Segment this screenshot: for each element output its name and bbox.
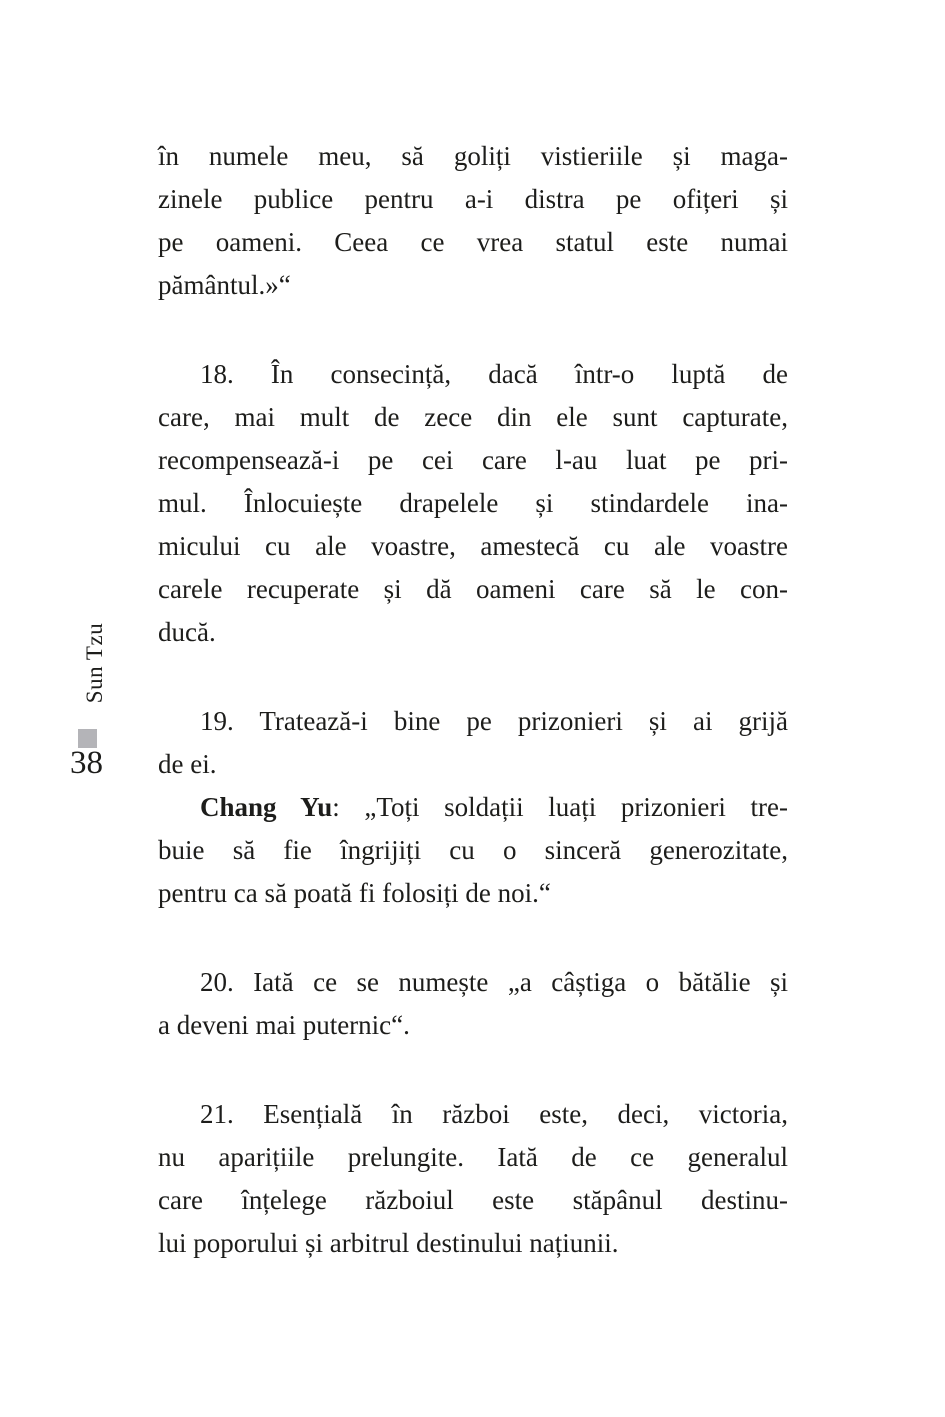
text-line: care înțelege războiul este stăpânul destinu-	[158, 1185, 788, 1215]
paragraph-21	[158, 1093, 788, 1265]
text-line: zinele publice pentru a-i distra pe ofițeri și	[158, 184, 788, 214]
text-line: buie să fie îngrijiți cu o sinceră generozitate,	[158, 835, 788, 865]
text-line: 21. Esențială în război este, deci, victoria,	[200, 1099, 788, 1129]
commentator-name: Chang Yu	[200, 792, 333, 822]
text-line: pe oameni. Ceea ce vrea statul este numai	[158, 227, 788, 257]
text-line: pământul.»“	[158, 270, 291, 300]
text-line: 20. Iată ce se numește „a câștiga o bătălie și	[200, 967, 788, 997]
text-line: recompensează-i pe cei care l-au luat pe pri-	[158, 445, 788, 475]
text-line: 19. Tratează-i bine pe prizonieri și ai grijă	[200, 706, 788, 736]
text-line: care, mai mult de zece din ele sunt capturate,	[158, 402, 788, 432]
text-line: 18. În consecință, dacă într-o luptă de	[200, 359, 788, 389]
text-column	[158, 135, 788, 1265]
text-line: micului cu ale voastre, amestecă cu ale voastre	[158, 531, 788, 561]
paragraph-20	[158, 961, 788, 1047]
text-line: carele recuperate și dă oameni care să le con-	[158, 574, 788, 604]
text-line: nu aparițiile prelungite. Iată de ce generalul	[158, 1142, 788, 1172]
text-line	[158, 786, 788, 829]
paragraph-chang-yu-commentary	[158, 786, 788, 915]
text-line: mul. Înlocuiește drapelele și stindardele ina-	[158, 488, 788, 518]
commentary-first-line-rest: : „Toți soldații luați prizonieri tre-	[332, 792, 788, 822]
text-line: ducă.	[158, 617, 216, 647]
paragraph-continuation	[158, 135, 788, 307]
text-line: de ei.	[158, 749, 217, 779]
paragraph-19	[158, 700, 788, 786]
paragraph-18	[158, 353, 788, 654]
text-line: lui poporului și arbitrul destinului națiunii.	[158, 1228, 619, 1258]
text-line: pentru ca să poată fi folosiți de noi.“	[158, 878, 551, 908]
text-line: a deveni mai puternic“.	[158, 1010, 410, 1040]
text-line: în numele meu, să goliți vistieriile și maga-	[158, 141, 788, 171]
margin-author-label: Sun Tzu	[82, 622, 107, 704]
page-number: 38	[70, 745, 103, 781]
